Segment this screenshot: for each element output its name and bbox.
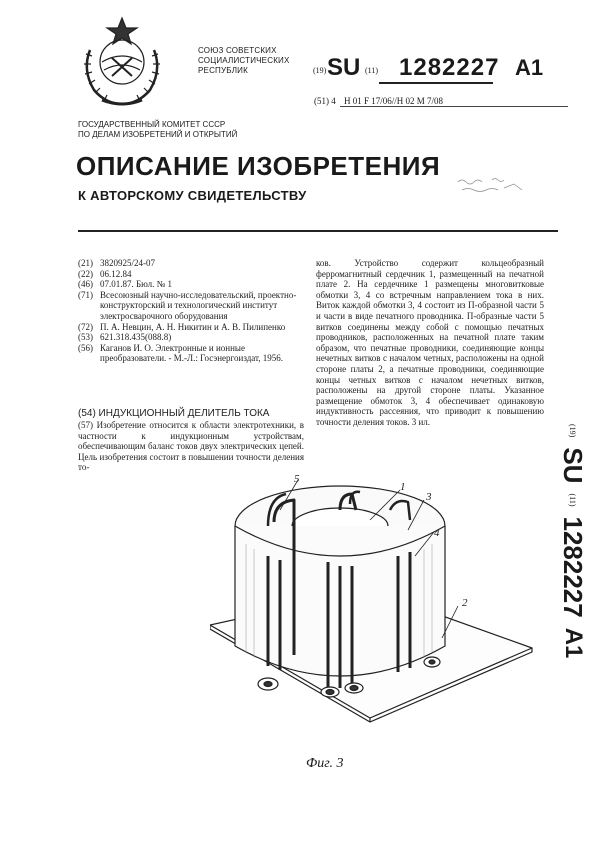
biblio-value: П. А. Невцин, А. Н. Никитин и А. В. Пилипенко [100, 321, 286, 332]
country-code: SU [327, 54, 361, 81]
side-country: SU [558, 447, 589, 484]
ipc-classification [314, 96, 594, 106]
figure-label: 5 [294, 473, 300, 485]
document-title: ОПИСАНИЕ ИЗОБРЕТЕНИЯ [76, 151, 441, 181]
biblio-row [78, 258, 308, 269]
side-kind: A1 [560, 627, 587, 659]
code-11: (11) [365, 66, 379, 75]
biblio-value: Каганов И. О. Электронные и ионные преобразователи. - М.-Л.: Госэнергоиздат, 1956. [100, 342, 284, 364]
side-code-19: (19) [568, 424, 578, 438]
patent-number: 1282227 [399, 54, 500, 81]
biblio-value: 621.318.435(088.8) [100, 332, 172, 343]
device-figure [210, 470, 540, 750]
ipc-code: (51) 4 [314, 96, 336, 106]
figure-label: 3 [426, 491, 432, 503]
patent-header [313, 56, 593, 82]
document-kind: A1 [515, 55, 544, 80]
union-line-2: СОЦИАЛИСТИЧЕСКИХ [198, 56, 290, 65]
biblio-code: (71) [78, 289, 93, 300]
biblio-row [78, 343, 308, 364]
biblio-row [78, 290, 308, 322]
figure-caption: Фиг. 3 [306, 756, 344, 771]
biblio-value: 06.12.84 [100, 268, 132, 279]
bibliographic-data [78, 258, 308, 364]
union-line-1: СОЮЗ СОВЕТСКИХ [198, 46, 277, 55]
biblio-row [78, 279, 308, 290]
figure-label: 1 [400, 481, 406, 493]
number-underline [379, 82, 493, 84]
biblio-code: (72) [78, 321, 93, 332]
side-code-11: (11) [568, 493, 578, 507]
header-rule [78, 230, 558, 232]
biblio-value: 3820925/24-07 [100, 258, 155, 268]
biblio-row [78, 332, 308, 343]
side-patent-number: 1282227 [558, 516, 589, 618]
biblio-value: 07.01.87. Бюл. № 1 [100, 279, 172, 290]
ipc-underline [340, 106, 568, 107]
biblio-row [78, 322, 308, 333]
code-19: (19) [313, 66, 327, 75]
library-stamp [452, 170, 542, 210]
biblio-row [78, 269, 308, 280]
abstract-left-column: (57) Изобретение относится к области электротехники, в частности к индукционным устройствам, обеспечивающим баланс токов двух электрических цепей. Цель изобретения состоит в повышении точности деления то- [78, 420, 304, 473]
committee-line-1: ГОСУДАРСТВЕННЫЙ КОМИТЕТ СССР [78, 120, 226, 129]
committee [78, 120, 328, 140]
abstract-right-column: ков. Устройство содержит кольцеобразный ферромагнитный сердечник 1, размещенный на печатной плате 2. На сердечнике 1 размещены многовитковые обмотки 3, 4 со встречным направлением тока в них. Виток каждой обмотки 3, 4 состоит из П-образной части 5 и части в виде печатного проводника. П-образные части 5 витков соединены между собой с помощью печатных проводников, расположенных на печатной плате таким образом, что печатные проводники, соединяющие концы нечетных витков с началом четных, расположены на одной стороне платы 2, а печатные проводники, соединяющие концы четных витков с началом нечетных витков, расположены на другой стороне платы. Указанное размещение обмоток 3, 4 обеспечивает одинаковую индуктивность рассеяния, что приводит к повышению точности деления токов. 3 ил. [316, 258, 544, 427]
biblio-value: Всесоюзный научно-исследовательский, проектно-конструкторский и технологический институт электросварочного оборудования [100, 289, 297, 321]
biblio-code: (22) [78, 268, 93, 279]
biblio-code: (53) [78, 332, 93, 343]
union-name [198, 46, 318, 76]
ipc-value: H 01 F 17/06//H 02 M 7/08 [344, 96, 444, 106]
committee-line-2: ПО ДЕЛАМ ИЗОБРЕТЕНИЙ И ОТКРЫТИЙ [78, 130, 238, 139]
ussr-emblem [72, 10, 172, 110]
document-subtitle: К АВТОРСКОМУ СВИДЕТЕЛЬСТВУ [78, 188, 307, 203]
biblio-code: (46) [78, 279, 93, 290]
figure-label: 4 [434, 527, 440, 539]
biblio-code: (56) [78, 342, 93, 353]
figure-label: 2 [462, 597, 468, 609]
union-line-3: РЕСПУБЛИК [198, 66, 248, 75]
biblio-code: (21) [78, 258, 93, 268]
invention-title: (54) ИНДУКЦИОННЫЙ ДЕЛИТЕЛЬ ТОКА [78, 408, 270, 419]
side-patent-id [548, 424, 598, 714]
